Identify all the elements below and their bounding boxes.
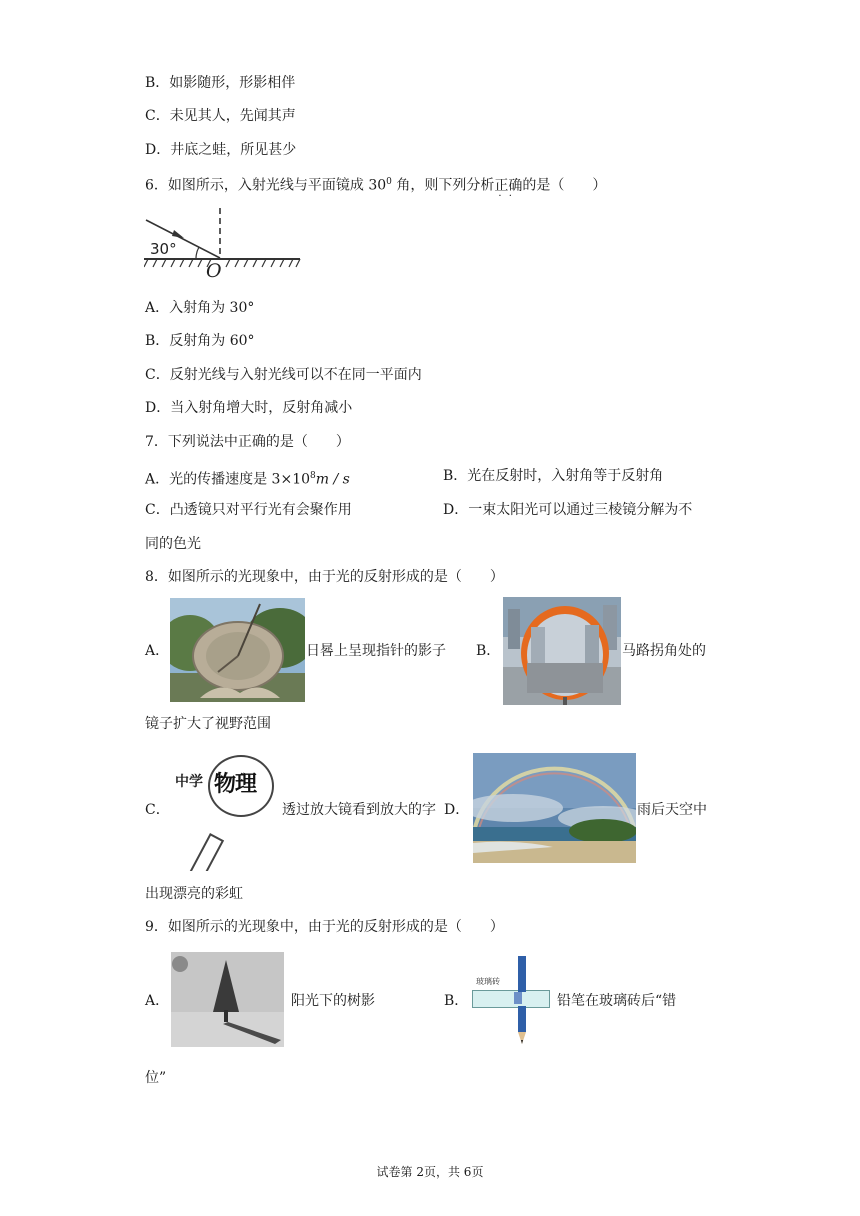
q8-option-a-text: 日晷上呈现指针的影子 bbox=[306, 643, 446, 659]
q8-option-c-label: C． bbox=[145, 802, 170, 818]
q5-option-b: B．如影随形，形影相伴 bbox=[145, 75, 296, 91]
q9-option-b-continuation: 位” bbox=[145, 1070, 167, 1086]
q7-option-a-unit: m / s bbox=[315, 471, 350, 488]
tree-shadow-photo bbox=[171, 952, 284, 1047]
mirror-hatching bbox=[144, 259, 300, 267]
page-footer: 试卷第 2页，共 6页 bbox=[376, 1165, 484, 1179]
pencil-bottom bbox=[518, 1006, 526, 1032]
convex-mirror-photo bbox=[503, 597, 621, 705]
q7-option-c: C．凸透镜只对平行光有会聚作用 bbox=[145, 502, 352, 518]
q8-option-d-label: D． bbox=[444, 802, 470, 818]
q6-stem-part3: 的是（ ） bbox=[522, 177, 607, 194]
q7-option-a bbox=[145, 466, 350, 490]
q8-option-d-text: 雨后天空中 bbox=[637, 802, 707, 818]
magnifier-small-text: 中学 bbox=[175, 774, 203, 790]
rainbow-photo bbox=[473, 753, 636, 863]
q8-option-a-label: A． bbox=[145, 643, 170, 659]
q6-option-b: B．反射角为 60° bbox=[145, 333, 255, 349]
q8-option-b-continuation: 镜子扩大了视野范围 bbox=[145, 716, 271, 732]
q9-option-b-label: B． bbox=[444, 993, 469, 1009]
q7-option-d: D．一束太阳光可以通过三棱镜分解为不 bbox=[443, 502, 693, 518]
pencil-shifted-part bbox=[514, 992, 522, 1004]
q6-option-c: C．反射光线与入射光线可以不在同一平面内 bbox=[145, 367, 422, 383]
sundial-photo bbox=[170, 598, 305, 702]
q9-option-a-text: 阳光下的树影 bbox=[291, 993, 375, 1009]
q7-stem: 7．下列说法中正确的是（ ） bbox=[145, 434, 350, 450]
mirror-reflection-diagram bbox=[144, 206, 304, 278]
q8-stem: 8．如图所示的光现象中，由于光的反射形成的是（ ） bbox=[145, 569, 504, 585]
angle-arc bbox=[196, 247, 199, 258]
q9-option-b-text: 铅笔在玻璃砖后“错 bbox=[557, 993, 677, 1009]
q6-stem-emphasis: 正确 · · bbox=[494, 178, 522, 194]
magnifier-figure bbox=[172, 753, 280, 871]
angle-label: 30° bbox=[150, 240, 177, 258]
q8-option-d-continuation: 出现漂亮的彩虹 bbox=[145, 886, 243, 902]
q7-option-b: B．光在反射时，入射角等于反射角 bbox=[443, 468, 664, 484]
q9-option-a-label: A． bbox=[145, 993, 170, 1009]
q8-option-b-text: 马路拐角处的 bbox=[622, 643, 706, 659]
q8-option-b-label: B． bbox=[476, 643, 501, 659]
q6-stem bbox=[145, 172, 606, 196]
point-o-label: O bbox=[206, 260, 222, 278]
q6-option-a: A．入射角为 30° bbox=[145, 300, 255, 316]
incident-ray-arrow bbox=[172, 230, 184, 238]
q8-option-c-text: 透过放大镜看到放大的字 bbox=[282, 802, 436, 818]
pencil-top bbox=[518, 956, 526, 992]
q9-stem: 9．如图所示的光现象中，由于光的反射形成的是（ ） bbox=[145, 919, 504, 935]
q5-option-d: D．井底之蛙，所见甚少 bbox=[145, 142, 297, 158]
q6-stem-part2: 角，则下列分析 bbox=[391, 177, 495, 194]
glass-brick bbox=[472, 990, 550, 1008]
q7-option-a-exponent: 8 bbox=[310, 471, 316, 481]
q5-option-c: C．未见其人，先闻其声 bbox=[145, 108, 296, 124]
pencil-tip bbox=[518, 1032, 526, 1044]
magnifier-handle bbox=[182, 833, 224, 871]
q7-option-d-continuation: 同的色光 bbox=[145, 536, 201, 552]
q6-stem-superscript: 0 bbox=[386, 177, 392, 187]
magnifier-big-text: 物理 bbox=[214, 772, 257, 797]
glass-brick-label: 玻璃砖 bbox=[476, 977, 500, 986]
q7-option-a-prefix: A．光的传播速度是 3×10 bbox=[145, 471, 311, 488]
q6-option-d: D．当入射角增大时，反射角减小 bbox=[145, 400, 353, 416]
q6-stem-part1: 6．如图所示，入射光线与平面镜成 30 bbox=[145, 177, 387, 194]
pencil-glass-figure bbox=[470, 956, 552, 1044]
